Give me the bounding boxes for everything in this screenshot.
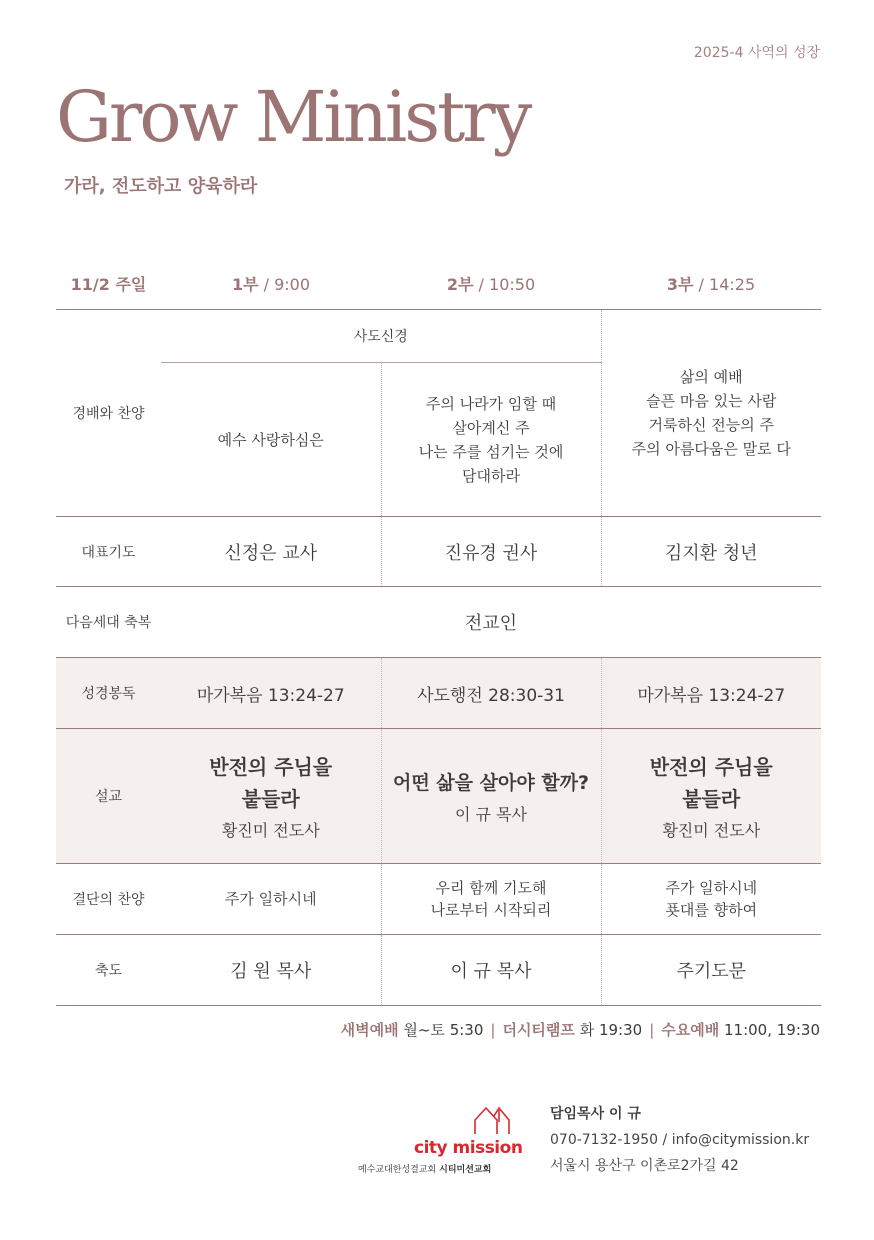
logo-wordmark: city mission	[414, 1138, 523, 1158]
header-row	[56, 258, 821, 310]
sermon-label: 설교	[56, 729, 161, 864]
response-s2: 우리 함께 기도해 나로부터 시작되리	[381, 864, 601, 935]
prayer-s3: 김지환 청년	[601, 517, 821, 587]
weekly-time: 월~토 5:30	[403, 1021, 484, 1039]
sermon-title: 어떤 삶을 살아야 할까?	[392, 772, 590, 794]
weekly-name: 수요예배	[661, 1021, 720, 1039]
weekly-services	[341, 1019, 820, 1040]
worship-label: 경배와 찬양	[56, 310, 161, 517]
reading-row	[56, 658, 821, 729]
address: 서울시 용산구 이촌로2가길 42	[550, 1158, 739, 1174]
worship-s1: 예수 사랑하심은	[161, 363, 381, 517]
response-label: 결단의 찬양	[56, 864, 161, 935]
sermon-row	[56, 729, 821, 864]
benediction-s2: 이 규 목사	[381, 935, 601, 1006]
response-s3: 주가 일하시네 푯대를 향하여	[601, 864, 821, 935]
church-name: 예수교대한성결교회 시티미션교회	[358, 1165, 492, 1175]
weekly-name: 새벽예배	[340, 1021, 399, 1039]
creed-cell: 사도신경	[161, 310, 601, 363]
benediction-s3: 주기도문	[601, 935, 821, 1006]
prayer-label: 대표기도	[56, 517, 161, 587]
sermon-s3	[601, 729, 821, 864]
preacher: 황진미 전도사	[662, 821, 761, 840]
church-logo	[358, 1100, 523, 1180]
reading-s2: 사도행전 28:30-31	[381, 658, 601, 729]
senior-pastor: 담임목사 이 규	[550, 1106, 641, 1122]
sermon-s2	[381, 729, 601, 864]
page-title: Grow Ministry	[56, 76, 530, 158]
separator: |	[490, 1021, 496, 1039]
reading-s3: 마가복음 13:24-27	[601, 658, 821, 729]
sermon-title: 반전의 주님을 붙들라	[649, 755, 773, 811]
weekly-time: 11:00, 19:30	[724, 1021, 820, 1039]
weekly-time: 화 19:30	[579, 1021, 643, 1039]
series-label: 2025-4 사역의 성장	[693, 45, 820, 61]
phone-email: 070-7132-1950 / info@citymission.kr	[550, 1132, 810, 1148]
sermon-title: 반전의 주님을 붙들라	[209, 755, 333, 811]
reading-label: 성경봉독	[56, 658, 161, 729]
blessing-label: 다음세대 축복	[56, 587, 161, 658]
sermon-s1	[161, 729, 381, 864]
page-subtitle: 가라, 전도하고 양육하라	[64, 176, 258, 197]
benediction-row	[56, 935, 821, 1006]
worship-s2: 주의 나라가 임할 때 살아계신 주 나는 주를 섬기는 것에 담대하라	[381, 363, 601, 517]
weekly-name: 더시티램프	[502, 1021, 575, 1039]
benediction-s1: 김 원 목사	[161, 935, 381, 1006]
preacher: 이 규 목사	[455, 805, 527, 824]
service-2-header: 2부 / 10:50	[381, 258, 601, 310]
contact-info	[550, 1101, 809, 1179]
service-1-header: 1부 / 9:00	[161, 258, 381, 310]
benediction-label: 축도	[56, 935, 161, 1006]
separator: |	[649, 1021, 655, 1039]
preacher: 황진미 전도사	[221, 821, 320, 840]
prayer-s1: 신정은 교사	[161, 517, 381, 587]
date-header: 11/2 주일	[56, 258, 161, 310]
blessing-row	[56, 587, 821, 658]
response-s1: 주가 일하시네	[161, 864, 381, 935]
blessing-value: 전교인	[161, 587, 821, 658]
response-row	[56, 864, 821, 935]
creed-row	[56, 310, 821, 363]
house-icon	[358, 1100, 523, 1140]
prayer-s2: 진유경 권사	[381, 517, 601, 587]
worship-order-table	[56, 258, 821, 1006]
worship-s3: 삶의 예배 슬픈 마음 있는 사람 거룩하신 전능의 주 주의 아름다움은 말로 다	[601, 310, 821, 517]
prayer-row	[56, 517, 821, 587]
reading-s1: 마가복음 13:24-27	[161, 658, 381, 729]
service-3-header: 3부 / 14:25	[601, 258, 821, 310]
